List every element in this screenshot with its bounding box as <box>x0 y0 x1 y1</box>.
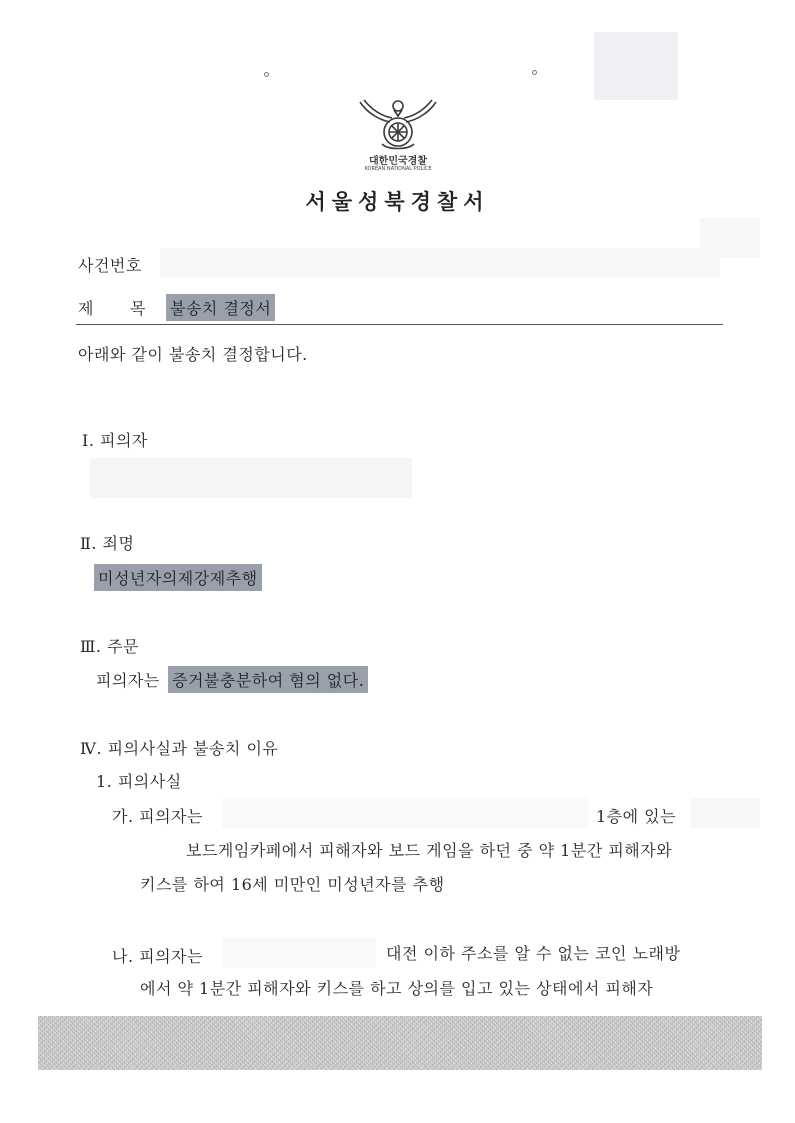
section-3-heading: Ⅲ. 주문 <box>80 637 140 656</box>
fact-ga-line-2: 보드게임카페에서 피해자와 보드 게임을 하던 중 약 1분간 피해자와 <box>186 841 673 860</box>
police-emblem <box>354 92 442 176</box>
fact-ga-label: 가. 피의자는 <box>112 807 203 826</box>
fact-na-label: 나. 피의자는 <box>112 947 203 966</box>
emblem-title-ko: 대한민국경찰 <box>369 156 427 167</box>
scan-noise-band <box>38 1016 762 1070</box>
disposition-value: 증거불충분하여 혐의 없다. <box>168 666 368 693</box>
scan-dot-left <box>264 72 269 77</box>
scan-dot-right <box>532 70 537 75</box>
redacted-fact-ga <box>222 798 588 828</box>
subject-divider <box>76 324 723 325</box>
redacted-block-top <box>594 32 678 100</box>
section-2-heading: Ⅱ. 죄명 <box>80 534 135 553</box>
fact-ga-line-3: 키스를 하여 16세 미만인 미성년자를 추행 <box>140 875 445 894</box>
charge-name: 미성년자의제강제추행 <box>94 564 262 591</box>
section-4-sub-1: 1. 피의사실 <box>96 772 182 791</box>
emblem-title-en: KOREAN NATIONAL POLICE <box>364 166 432 172</box>
subject-value: 불송치 결정서 <box>166 294 275 321</box>
office-title: 서울성북경찰서 <box>305 189 490 214</box>
fact-na-mid: 대전 이하 주소를 알 수 없는 코인 노래방 <box>386 944 681 963</box>
police-eagle-icon <box>354 92 442 154</box>
intro-text: 아래와 같이 불송치 결정합니다. <box>78 345 308 364</box>
section-4-heading: Ⅳ. 피의사실과 불송치 이유 <box>80 739 279 758</box>
redacted-fact-na <box>222 938 376 968</box>
fact-ga-mid: 1층에 있는 <box>596 807 677 826</box>
disposition-prefix: 피의자는 <box>96 671 160 690</box>
section-1-heading: Ⅰ. 피의자 <box>82 431 148 450</box>
case-number-label: 사건번호 <box>78 256 142 275</box>
subject-label-1: 제 <box>78 299 94 318</box>
fact-na-line-2: 에서 약 1분간 피해자와 키스를 하고 상의를 입고 있는 상태에서 피해자 <box>140 979 654 998</box>
redacted-suspect-info <box>90 458 412 498</box>
redacted-case-number <box>160 248 720 278</box>
subject-label-2: 목 <box>130 299 146 318</box>
redacted-fact-ga-end <box>690 798 760 828</box>
